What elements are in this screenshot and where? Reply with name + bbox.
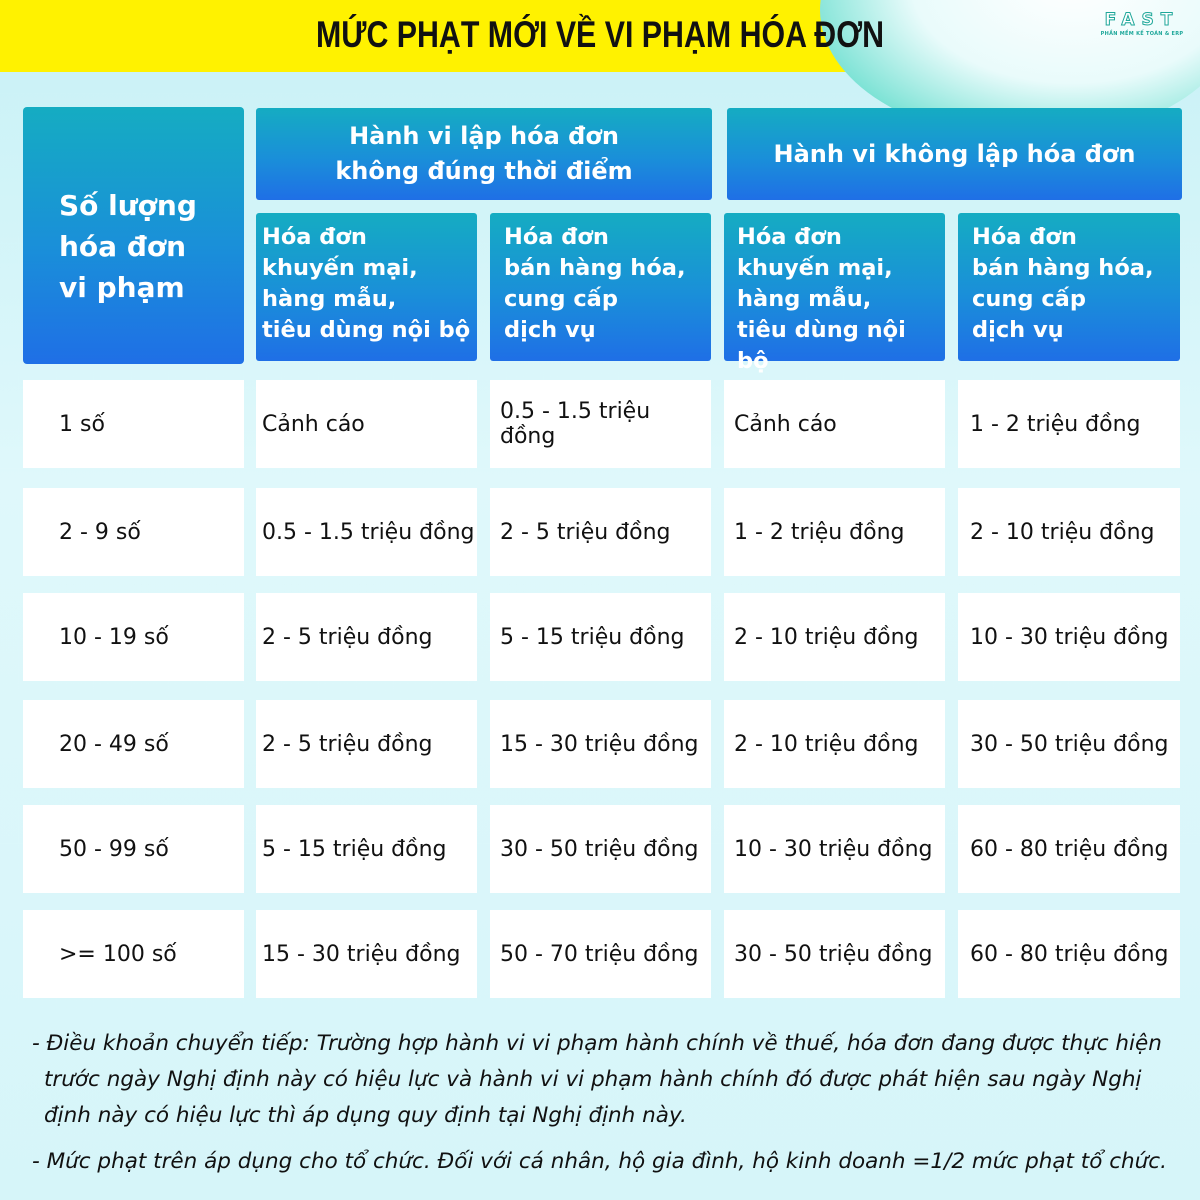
header-line: tiêu dùng nội bộ (262, 317, 471, 343)
table-cell: 5 - 15 triệu đồng (256, 805, 477, 893)
group-header-no-invoice (727, 108, 1182, 200)
fast-logo (1092, 10, 1192, 37)
header-line: bán hàng hóa, (504, 255, 686, 281)
table-cell: 30 - 50 triệu đồng (958, 700, 1180, 788)
header-line: hàng mẫu, (737, 286, 872, 312)
note-scope: - Mức phạt trên áp dụng cho tổ chức. Đối với cá nhân, hộ gia đình, hộ kinh doanh =1/2 mức phạt tổ chức. (32, 1149, 1167, 1174)
header-line: tiêu dùng nội bộ (737, 317, 906, 374)
header-line: Hành vi lập hóa đơn (349, 122, 619, 150)
table-cell: Cảnh cáo (724, 380, 945, 468)
header-line: dịch vụ (972, 317, 1064, 343)
table-cell: 15 - 30 triệu đồng (256, 910, 477, 998)
table-cell: 10 - 30 triệu đồng (724, 805, 945, 893)
header-line: hàng mẫu, (262, 286, 397, 312)
table-cell: 0.5 - 1.5 triệu đồng (490, 380, 711, 468)
header-line: vi phạm (59, 271, 185, 304)
header-line: Hóa đơn (262, 224, 367, 250)
header-line: Hóa đơn (737, 224, 842, 250)
table-cell: 50 - 70 triệu đồng (490, 910, 711, 998)
row-count-cell: >= 100 số (23, 910, 244, 998)
sub-header-sales (958, 213, 1180, 361)
table-cell: 1 - 2 triệu đồng (724, 488, 945, 576)
header-line: cung cấp (504, 286, 618, 312)
table-cell: 1 - 2 triệu đồng (958, 380, 1180, 468)
header-line: Hành vi không lập hóa đơn (773, 139, 1136, 168)
header-line: cung cấp (972, 286, 1086, 312)
header-line: hóa đơn (59, 230, 187, 263)
table-cell: 2 - 10 triệu đồng (724, 593, 945, 681)
table-cell: 2 - 5 triệu đồng (256, 593, 477, 681)
note-transition: - Điều khoản chuyển tiếp: Trường hợp hành vi vi phạm hành chính về thuế, hóa đơn đang được thực hiện trước ngày Nghị định này có hiệu lực và hành vi vi phạm hành chính đó được phát hiện sau ngày Nghị định này có hiệu lực thì áp dụng quy định tại Nghị định này. (32, 1031, 1162, 1128)
page-title: MỨC PHẠT MỚI VỀ VI PHẠM HÓA ĐƠN (315, 14, 885, 55)
row-count-cell: 10 - 19 số (23, 593, 244, 681)
group-header-late-invoice (256, 108, 712, 200)
table-cell: 30 - 50 triệu đồng (490, 805, 711, 893)
table-cell: 5 - 15 triệu đồng (490, 593, 711, 681)
header-line: không đúng thời điểm (335, 157, 633, 185)
sub-header-promo (724, 213, 945, 374)
logo-tagline: PHẦN MỀM KẾ TOÁN & ERP (1100, 31, 1184, 37)
logo-name: FAST (1104, 10, 1180, 30)
table-cell: 2 - 10 triệu đồng (724, 700, 945, 788)
header-line: bán hàng hóa, (972, 255, 1154, 281)
table-cell: 2 - 5 triệu đồng (490, 488, 711, 576)
table-cell: 0.5 - 1.5 triệu đồng (256, 488, 477, 576)
table-cell: 2 - 5 triệu đồng (256, 700, 477, 788)
table-cell: 60 - 80 triệu đồng (958, 910, 1180, 998)
header-line: Hóa đơn (972, 224, 1077, 250)
sub-header-sales (490, 213, 711, 361)
table-cell: 10 - 30 triệu đồng (958, 593, 1180, 681)
row-count-cell: 50 - 99 số (23, 805, 244, 893)
table-cell: 30 - 50 triệu đồng (724, 910, 945, 998)
row-count-cell: 1 số (23, 380, 244, 468)
row-count-cell: 2 - 9 số (23, 488, 244, 576)
header-line: khuyến mại, (262, 255, 418, 281)
table-cell: 60 - 80 triệu đồng (958, 805, 1180, 893)
header-line: Hóa đơn (504, 224, 609, 250)
header-line: khuyến mại, (737, 255, 893, 281)
count-column-header (23, 107, 244, 364)
row-count-cell: 20 - 49 số (23, 700, 244, 788)
table-cell: 2 - 10 triệu đồng (958, 488, 1180, 576)
table-cell: 15 - 30 triệu đồng (490, 700, 711, 788)
header-line: dịch vụ (504, 317, 596, 343)
header-line: Số lượng (59, 189, 197, 222)
table-cell: Cảnh cáo (256, 380, 477, 468)
sub-header-promo (256, 213, 477, 361)
notes (32, 1026, 1182, 1180)
